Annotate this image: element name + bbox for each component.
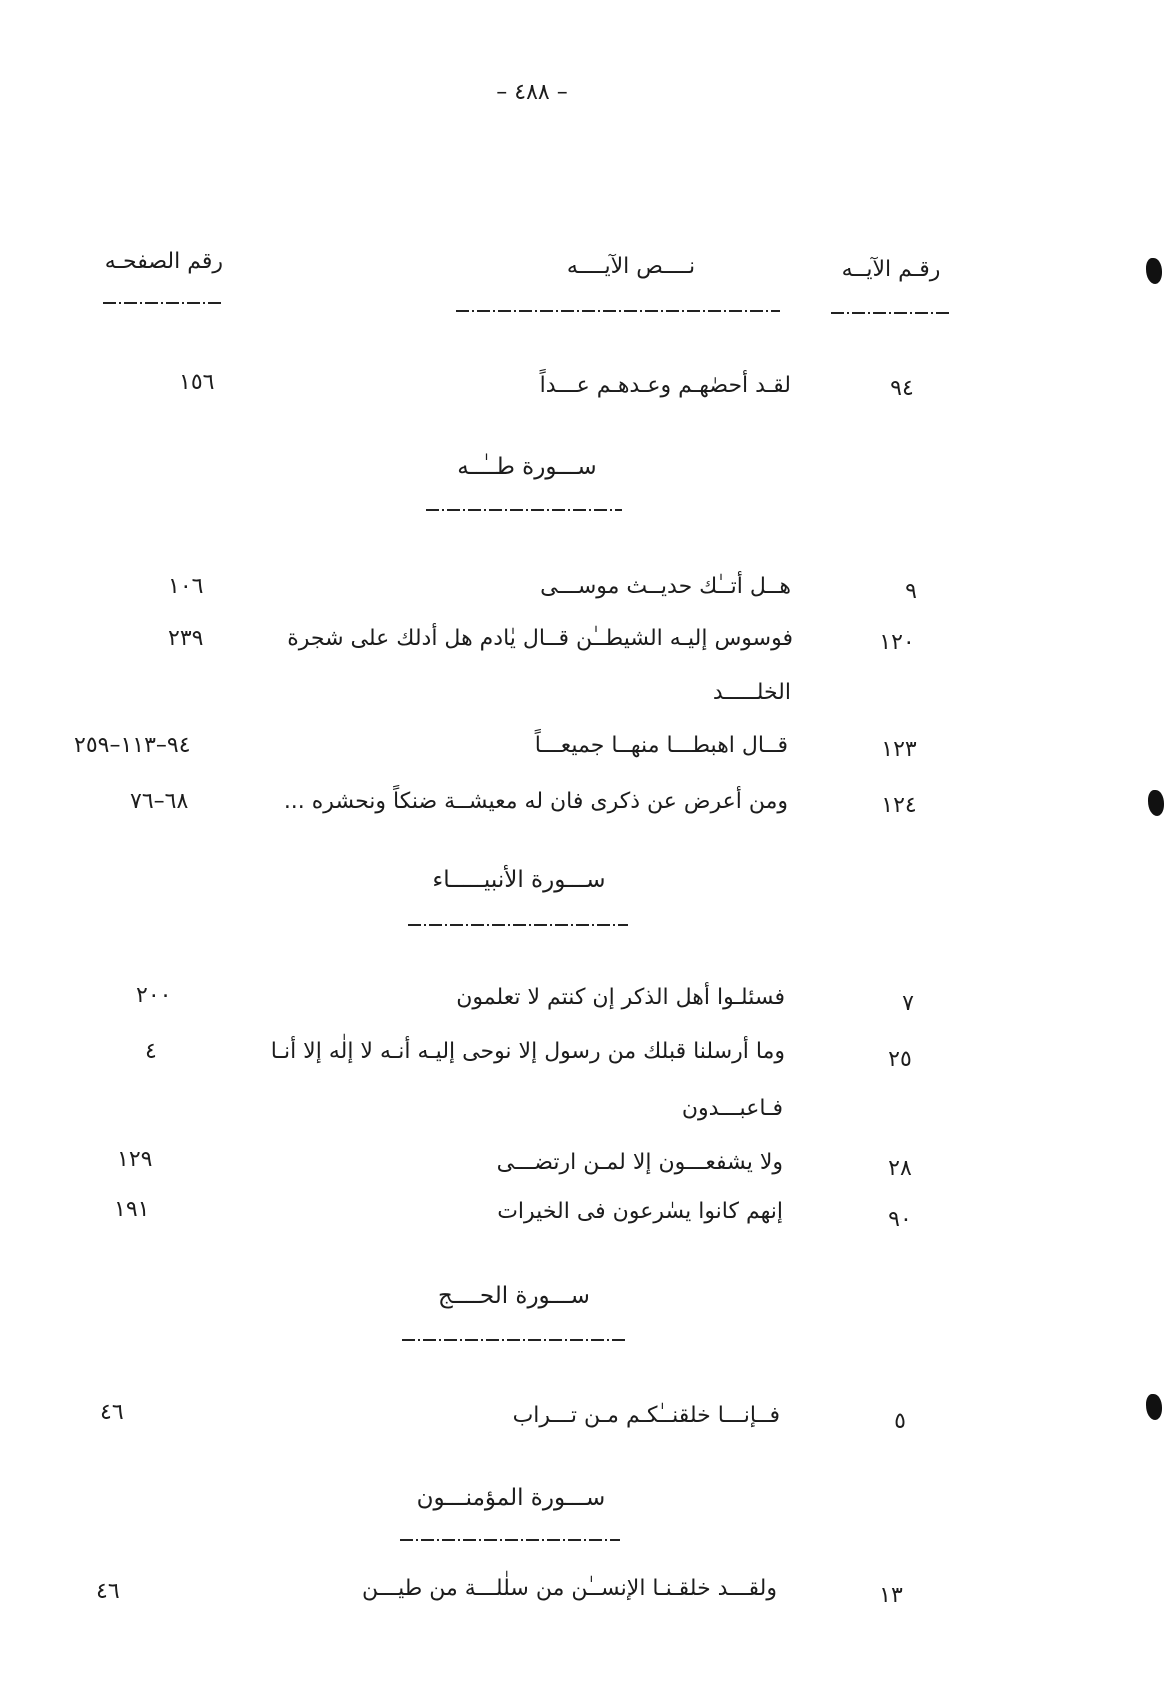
page-reference: ٩٤–١١٣–٢٥٩ xyxy=(74,733,191,758)
table-row xyxy=(0,1195,1172,1231)
page-reference: ٤ xyxy=(145,1039,157,1064)
separator-line xyxy=(400,1539,620,1541)
page-reference: ١٥٦ xyxy=(179,370,215,395)
verse-text-continuation: فـاعبـــدون xyxy=(681,1096,783,1121)
table-row xyxy=(0,981,1172,1017)
verse-text: قــال اهبطـــا منهــا جميعـــاً xyxy=(534,733,788,758)
verse-number: ٢٨ xyxy=(888,1156,912,1181)
separator-line xyxy=(426,509,622,511)
table-row xyxy=(0,787,1172,823)
page-reference: ٢٣٩ xyxy=(168,626,204,651)
page-reference: ٢٠٠ xyxy=(136,983,172,1008)
page-number: – ٤٨٨ – xyxy=(496,80,568,105)
page-reference: ١٢٩ xyxy=(117,1147,153,1172)
header-verse-text: نــــص الآيــــه xyxy=(566,254,696,279)
verse-number: ٩٤ xyxy=(890,376,914,401)
verse-text: فــإنـــا خلقنــٰكـم مـن تـــراب xyxy=(512,1403,780,1428)
table-row xyxy=(0,731,1172,767)
header-page-number: رقم الصفحـه xyxy=(104,249,223,274)
verse-text: ومن أعرض عن ذكرى فان له معيشــة ضنكاً ونحشره ... xyxy=(283,789,788,814)
verse-text: فسئلـوا أهل الذكر إن كنتم لا تعلمون xyxy=(456,985,785,1010)
table-row xyxy=(0,1574,1172,1610)
table-row xyxy=(0,1398,1172,1434)
verse-text: هــل أتــٰك حديــث موســـى xyxy=(540,574,791,599)
verse-text-continuation: الخلـــــد xyxy=(712,680,791,705)
binding-mark xyxy=(1146,258,1162,284)
separator-line xyxy=(408,924,628,926)
binding-mark xyxy=(1146,1394,1162,1420)
separator-line xyxy=(402,1339,625,1341)
verse-number: ٩ xyxy=(905,579,917,604)
table-row xyxy=(0,572,1172,608)
table-row xyxy=(0,368,1172,404)
verse-number: ٥ xyxy=(894,1409,906,1434)
header-separator-line xyxy=(456,310,780,312)
header-separator-line xyxy=(103,302,223,304)
header-verse-number: رقـم الآيــه xyxy=(841,257,941,282)
table-row xyxy=(0,1145,1172,1181)
verse-text: لقـد أحصٰهـم وعـدهـم عـــداً xyxy=(539,373,791,398)
verse-number: ١٢٣ xyxy=(881,737,917,762)
verse-text: ولقـــد خلقـنـا الإنســٰن من سلٰلـــة من طيـــن xyxy=(361,1576,777,1601)
verse-number: ٧ xyxy=(902,991,914,1016)
verse-text: وما أرسلنا قبلك من رسول إلا نوحى إليـه أنـه لا إلٰه إلا أنـا xyxy=(270,1039,785,1064)
verse-number: ١٢٠ xyxy=(879,630,915,655)
table-row xyxy=(0,1037,1172,1129)
verse-number: ٢٥ xyxy=(888,1047,912,1072)
page-reference: ٦٨–٧٦ xyxy=(130,789,189,814)
table-row xyxy=(0,624,1172,716)
header-separator-line xyxy=(831,312,951,314)
verse-text: إنهم كانوا يسٰرعون فى الخيرات xyxy=(497,1199,783,1224)
page-reference: ٤٦ xyxy=(96,1579,120,1604)
page-reference: ١٠٦ xyxy=(168,574,204,599)
verse-number: ١٣ xyxy=(879,1583,903,1608)
verse-number: ١٢٤ xyxy=(881,793,917,818)
binding-mark xyxy=(1148,790,1164,816)
surah-title: ســـورة المؤمنـــون xyxy=(416,1485,606,1511)
verse-number: ٩٠ xyxy=(888,1207,912,1232)
surah-title: ســـورة الحــــج xyxy=(438,1283,590,1309)
verse-text: فوسوس إليـه الشيطــٰن قــال يٰادم هل أدلك على شجرة xyxy=(287,626,793,651)
page-reference: ٤٦ xyxy=(100,1400,124,1425)
surah-title: ســـورة طــٰــه xyxy=(457,454,597,480)
verse-text: ولا يشفعـــون إلا لمـن ارتضـــى xyxy=(496,1150,783,1175)
surah-title: ســـورة الأنبيـــــاء xyxy=(432,867,606,893)
page-reference: ١٩١ xyxy=(114,1197,150,1222)
